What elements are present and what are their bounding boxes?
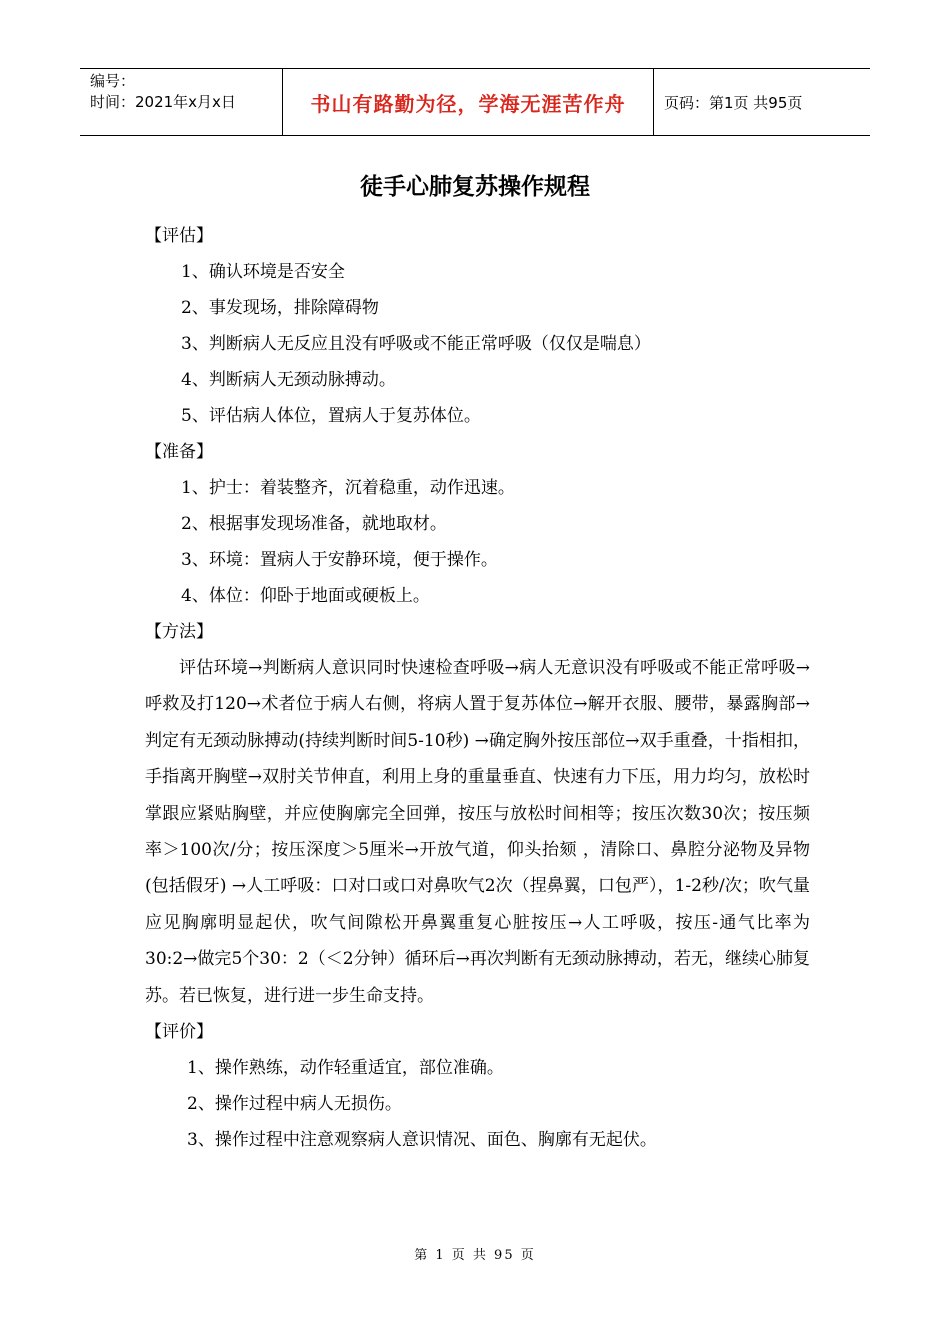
section-heading-evaluation: 【评价】 (145, 1022, 213, 1043)
page-footer: 第 1 页 共 95 页 (414, 1248, 536, 1263)
list-item: 1、确认环境是否安全 (181, 262, 345, 282)
list-item: 5、评估病人体位，置病人于复苏体位。 (181, 406, 481, 426)
number-label: 编号： (90, 72, 136, 90)
time-label: 时间：2021年x月x日 (90, 93, 236, 111)
list-item: 3、操作过程中注意观察病人意识情况、面色、胸廓有无起伏。 (187, 1130, 657, 1151)
section-heading-method: 【方法】 (145, 622, 213, 642)
list-item: 3、判断病人无反应且没有呼吸或不能正常呼吸（仅仅是喘息） (181, 334, 651, 354)
list-item: 4、体位：仰卧于地面或硬板上。 (181, 586, 430, 606)
list-item: 3、环境：置病人于安静环境，便于操作。 (181, 550, 498, 570)
section-heading-assessment: 【评估】 (145, 226, 213, 246)
header-motto: 书山有路勤为径，学海无涯苦作舟 (310, 91, 626, 116)
method-paragraph: 评估环境→判断病人意识同时快速检查呼吸→病人无意识没有呼吸或不能正常呼吸→呼救及打120→术者位于病人右侧，将病人置于复苏体位→解开衣服、腰带，暴露胸部→判定有无颈动脉搏动(持续判断时间5-10秒) →确定胸外按压部位→双手重叠，十指相扣，手指离开胸壁→双肘关节伸直，利用上身的重量垂直、快速有力下压，用力均匀，放松时掌跟应紧贴胸壁，并应使胸廓完全回弹，按压与放松时间相等；按压次数30次；按压频率＞100次/分；按压深度＞5厘米→开放气道，仰头抬颏 ，清除口、鼻腔分泌物及异物(包括假牙) →人工呼吸：口对口或口对鼻吹气2次（捏鼻翼，口包严），1-2秒/次；吹气量应见胸廓明显起伏，吹气间隙松开鼻翼重复心脏按压→人工呼吸，按压-通气比率为30:2→做完5个30：2（＜2分钟）循环后→再次判断有无颈动脉搏动，若无，继续心肺复苏。若已恢复，进行进一步生命支持。 (145, 658, 810, 1006)
header-meta (80, 69, 282, 135)
list-item: 1、护士：着装整齐，沉着稳重，动作迅速。 (181, 478, 515, 498)
list-item: 2、根据事发现场准备，就地取材。 (181, 514, 447, 534)
header-motto-cell (282, 69, 654, 135)
document-body (145, 218, 810, 1158)
list-item: 1、操作熟练，动作轻重适宜，部位准确。 (187, 1058, 504, 1079)
list-item: 4、判断病人无颈动脉搏动。 (181, 370, 396, 390)
section-heading-preparation: 【准备】 (145, 442, 213, 462)
document-header (80, 68, 870, 136)
page-title: 徒手心肺复苏操作规程 (360, 174, 590, 200)
list-item: 2、操作过程中病人无损伤。 (187, 1094, 402, 1115)
list-item: 2、事发现场，排除障碍物 (181, 298, 379, 318)
header-page-info: 页码：第1页 共95页 (664, 93, 803, 112)
